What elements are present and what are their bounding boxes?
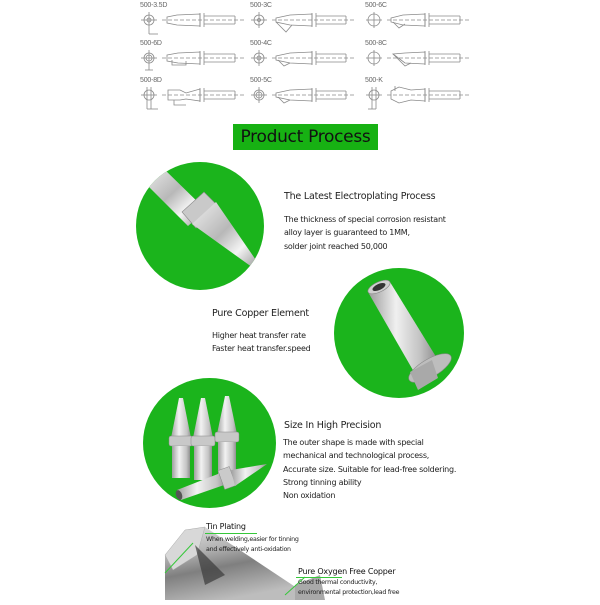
callout-title-oxygen-free-copper: Pure Oxygen Free Copper [298,567,396,576]
tip-label: 500-6D [140,40,162,47]
tip-cutaway-image [145,515,445,600]
tip-drawing-icon [250,10,360,36]
feature-image-copper-element [334,268,464,398]
tip-label: 500-3.5D [140,2,168,9]
section-title-banner [233,124,378,150]
tip-label: 500-3C [250,2,272,9]
tip-drawing-icon [140,85,250,111]
feature-line: Strong tinning ability [283,477,362,487]
tip-spec-500-6c [365,0,475,36]
feature-description [284,213,446,253]
tip-spec-500-8d [140,75,250,111]
feature-description [212,329,310,356]
tip-drawing-icon [140,48,250,74]
callout-line: environmental protection,lead free [298,589,400,596]
feature-image-conical-tip [136,162,264,290]
tip-label: 500-8C [365,40,387,47]
feature-line: solder joint reached 50,000 [284,241,388,251]
tip-spec-500-5c [250,75,360,111]
tip-spec-500-3c [250,0,360,36]
callout-text [298,578,399,598]
feature-heading: Size In High Precision [284,420,382,431]
conical-tip-icon [136,162,264,290]
feature-line: Faster heat transfer.speed [212,344,311,354]
feature-line: Accurate size. Suitable for lead-free soldering. [283,464,457,474]
feature-line: mechanical and technological process, [283,451,430,461]
feature-image-precision-tips [143,378,276,508]
tip-label: 500-6C [365,2,387,9]
tip-drawing-icon [365,85,475,111]
feature-line: Non oxidation [283,491,336,501]
tip-drawing-icon [140,10,250,36]
callout-text [206,535,299,555]
tip-spec-500-4c [250,38,360,74]
tip-spec-500-3.5d [140,0,250,36]
copper-element-icon [334,268,464,398]
feature-heading: Pure Copper Element [212,308,309,319]
tip-drawing-icon [365,48,475,74]
feature-line: The outer shape is made with special [283,438,424,447]
tip-drawing-icon [250,48,360,74]
tip-label: 500-K [365,77,383,84]
tip-spec-500-k [365,75,475,111]
callout-line: and effectively anti-oxidation [206,546,291,553]
tip-drawing-icon [365,10,475,36]
tip-label: 500-4C [250,40,272,47]
tip-spec-500-6d [140,38,250,74]
feature-line: The thickness of special corrosion resistant [284,215,446,224]
tip-spec-500-8c [365,38,475,74]
callout-leader-line [205,533,257,534]
tip-label: 500-5C [250,77,272,84]
callout-title-tin-plating: Tin Plating [206,522,246,531]
tip-cutaway-icon [145,515,445,600]
precision-tips-icon [143,378,276,508]
tip-diagram-grid [140,0,470,110]
feature-line: alloy layer is guaranteed to 1MM, [284,228,410,238]
feature-heading: The Latest Electroplating Process [284,191,436,202]
feature-line: Higher heat transfer rate [212,331,306,340]
tip-label: 500-8D [140,77,162,84]
tip-drawing-icon [250,85,360,111]
feature-description [283,436,456,502]
section-title: Product Process [240,127,371,147]
callout-line: Good thermal conductivity, [298,579,378,586]
callout-line: When welding,easier for tinning [206,536,299,543]
